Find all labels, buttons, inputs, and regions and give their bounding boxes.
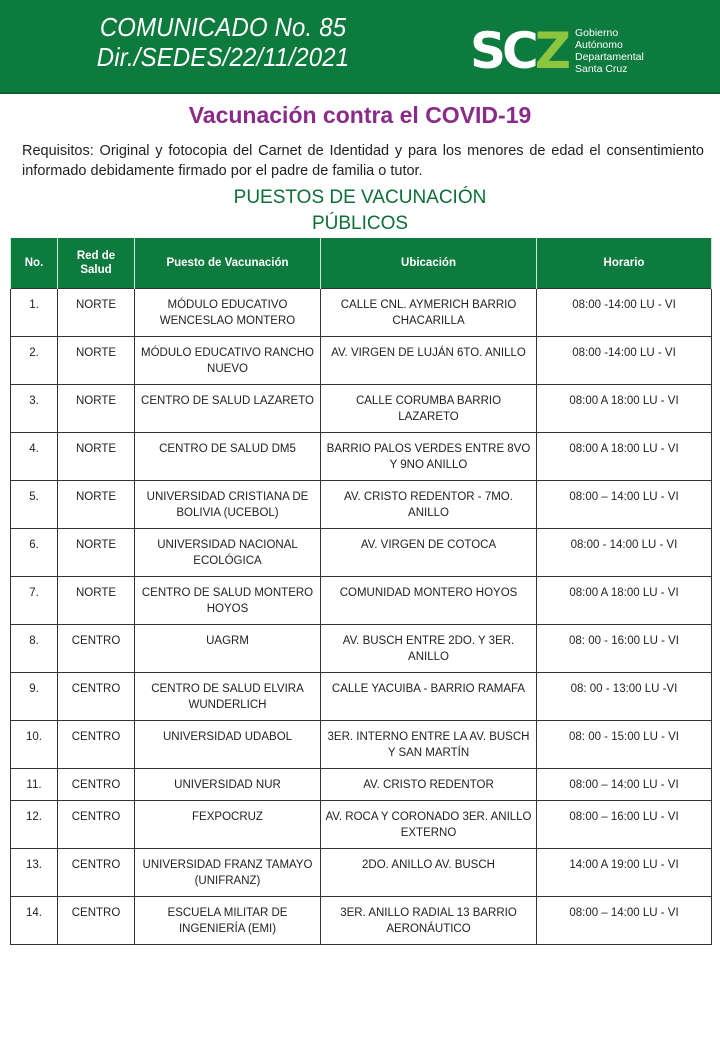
cell-horario: 08: 00 - 16:00 LU - VI [537, 625, 712, 673]
table-row [11, 721, 712, 769]
cell-puesto: UNIVERSIDAD NACIONAL ECOLÓGICA [135, 529, 321, 577]
cell-red: NORTE [58, 481, 135, 529]
table-row [11, 529, 712, 577]
table-row [11, 481, 712, 529]
cell-ubicacion: BARRIO PALOS VERDES ENTRE 8VO Y 9NO ANILLO [321, 433, 537, 481]
cell-red: NORTE [58, 577, 135, 625]
cell-ubicacion: AV. CRISTO REDENTOR - 7MO. ANILLO [321, 481, 537, 529]
cell-no: 2. [11, 337, 58, 385]
cell-ubicacion: 3ER. INTERNO ENTRE LA AV. BUSCH Y SAN MARTÍN [321, 721, 537, 769]
cell-horario: 08:00 – 14:00 LU - VI [537, 481, 712, 529]
cell-horario: 08:00 -14:00 LU - VI [537, 289, 712, 337]
table-row [11, 673, 712, 721]
cell-puesto: FEXPOCRUZ [135, 801, 321, 849]
cell-horario: 08:00 - 14:00 LU - VI [537, 529, 712, 577]
cell-red: CENTRO [58, 801, 135, 849]
cell-ubicacion: AV. CRISTO REDENTOR [321, 769, 537, 801]
cell-puesto: CENTRO DE SALUD ELVIRA WUNDERLICH [135, 673, 321, 721]
requirements-text: Requisitos: Original y fotocopia del Carnet de Identidad y para los menores de edad el consentimiento informado debidamente firmado por el padre de familia o tutor. [22, 143, 704, 179]
column-header-no: No. [11, 238, 58, 289]
communique-number: COMUNICADO No. 85 [99, 12, 347, 42]
cell-puesto: MÓDULO EDUCATIVO WENCESLAO MONTERO [135, 289, 321, 337]
cell-horario: 08:00 A 18:00 LU - VI [537, 577, 712, 625]
cell-no: 13. [11, 849, 58, 897]
scz-logo [470, 22, 644, 80]
table-row [11, 849, 712, 897]
cell-no: 14. [11, 897, 58, 945]
cell-puesto: MÓDULO EDUCATIVO RANCHO NUEVO [135, 337, 321, 385]
cell-horario: 08:00 A 18:00 LU - VI [537, 385, 712, 433]
government-name: Gobierno Autónomo Departamental Santa Cruz [574, 27, 644, 75]
cell-no: 5. [11, 481, 58, 529]
cell-horario: 08:00 -14:00 LU - VI [537, 337, 712, 385]
table-row [11, 433, 712, 481]
scz-logo-mark: SCZ [470, 22, 567, 80]
table-row [11, 577, 712, 625]
cell-red: CENTRO [58, 625, 135, 673]
cell-horario: 08: 00 - 13:00 LU -VI [537, 673, 712, 721]
cell-red: CENTRO [58, 897, 135, 945]
cell-no: 8. [11, 625, 58, 673]
cell-red: NORTE [58, 385, 135, 433]
section-subtitle: PÚBLICOS [311, 213, 409, 234]
cell-no: 1. [11, 289, 58, 337]
header-banner [0, 0, 720, 94]
cell-puesto: UNIVERSIDAD FRANZ TAMAYO (UNIFRANZ) [135, 849, 321, 897]
table-row [11, 801, 712, 849]
cell-ubicacion: AV. ROCA Y CORONADO 3ER. ANILLO EXTERNO [321, 801, 537, 849]
table-row [11, 625, 712, 673]
cell-red: CENTRO [58, 673, 135, 721]
column-header-horario: Horario [537, 238, 712, 289]
cell-puesto: ESCUELA MILITAR DE INGENIERÍA (EMI) [135, 897, 321, 945]
cell-horario: 14:00 A 19:00 LU - VI [537, 849, 712, 897]
cell-horario: 08:00 – 16:00 LU - VI [537, 801, 712, 849]
cell-no: 10. [11, 721, 58, 769]
vaccination-sites-table [10, 238, 712, 945]
table-row [11, 337, 712, 385]
cell-no: 7. [11, 577, 58, 625]
page-heading: Vacunación contra el COVID-19 [188, 102, 532, 128]
cell-puesto: CENTRO DE SALUD LAZARETO [135, 385, 321, 433]
cell-puesto: UNIVERSIDAD CRISTIANA DE BOLIVIA (UCEBOL) [135, 481, 321, 529]
communique-title [71, 12, 375, 72]
column-header-puesto: Puesto de Vacunación [135, 238, 321, 289]
table-row [11, 289, 712, 337]
cell-no: 12. [11, 801, 58, 849]
cell-red: CENTRO [58, 769, 135, 801]
cell-ubicacion: CALLE CORUMBA BARRIO LAZARETO [321, 385, 537, 433]
cell-puesto: CENTRO DE SALUD DM5 [135, 433, 321, 481]
cell-no: 4. [11, 433, 58, 481]
cell-ubicacion: AV. BUSCH ENTRE 2DO. Y 3ER. ANILLO [321, 625, 537, 673]
cell-ubicacion: CALLE YACUIBA - BARRIO RAMAFA [321, 673, 537, 721]
cell-red: NORTE [58, 289, 135, 337]
cell-horario: 08:00 – 14:00 LU - VI [537, 897, 712, 945]
cell-ubicacion: AV. VIRGEN DE COTOCA [321, 529, 537, 577]
cell-puesto: UNIVERSIDAD NUR [135, 769, 321, 801]
cell-puesto: UNIVERSIDAD UDABOL [135, 721, 321, 769]
table-row [11, 897, 712, 945]
cell-ubicacion: COMUNIDAD MONTERO HOYOS [321, 577, 537, 625]
cell-horario: 08:00 A 18:00 LU - VI [537, 433, 712, 481]
table-row [11, 769, 712, 801]
cell-no: 6. [11, 529, 58, 577]
cell-red: CENTRO [58, 849, 135, 897]
cell-ubicacion: AV. VIRGEN DE LUJÁN 6TO. ANILLO [321, 337, 537, 385]
cell-red: CENTRO [58, 721, 135, 769]
cell-horario: 08:00 – 14:00 LU - VI [537, 769, 712, 801]
cell-red: NORTE [58, 433, 135, 481]
cell-no: 3. [11, 385, 58, 433]
section-title: PUESTOS DE VACUNACIÓN [233, 187, 487, 208]
cell-horario: 08: 00 - 15:00 LU - VI [537, 721, 712, 769]
cell-red: NORTE [58, 529, 135, 577]
cell-puesto: CENTRO DE SALUD MONTERO HOYOS [135, 577, 321, 625]
column-header-ubicacion: Ubicación [321, 238, 537, 289]
cell-ubicacion: 2DO. ANILLO AV. BUSCH [321, 849, 537, 897]
cell-puesto: UAGRM [135, 625, 321, 673]
cell-ubicacion: CALLE CNL. AYMERICH BARRIO CHACARILLA [321, 289, 537, 337]
cell-no: 9. [11, 673, 58, 721]
table-row [11, 385, 712, 433]
cell-no: 11. [11, 769, 58, 801]
table-header-row [11, 238, 712, 289]
cell-ubicacion: 3ER. ANILLO RADIAL 13 BARRIO AERONÁUTICO [321, 897, 537, 945]
cell-red: NORTE [58, 337, 135, 385]
communique-reference: Dir./SEDES/22/11/2021 [96, 42, 350, 72]
column-header-red: Red de Salud [58, 238, 135, 289]
